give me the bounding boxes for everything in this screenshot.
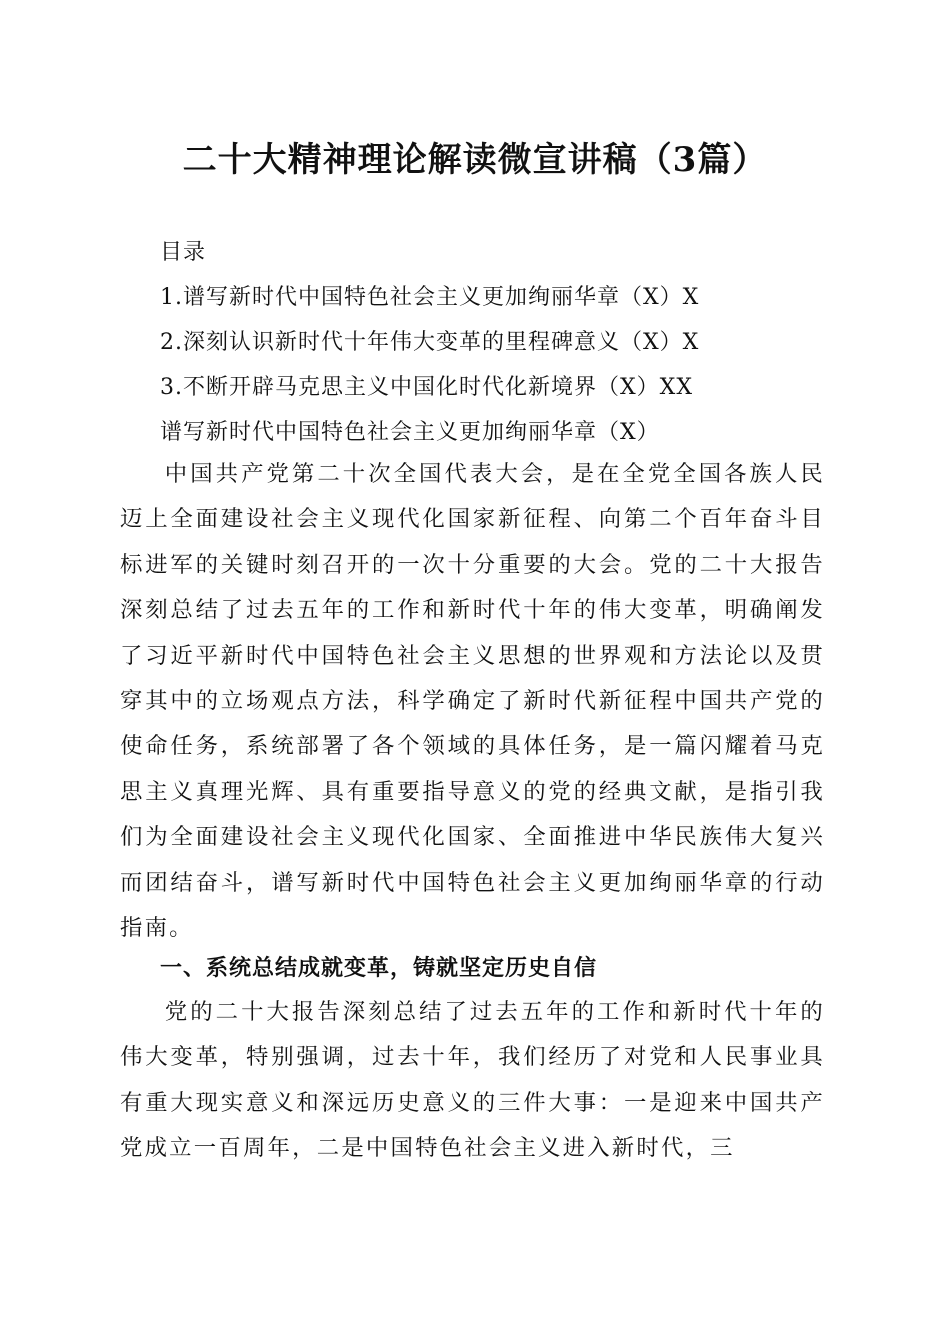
body-paragraph: 党的二十大报告深刻总结了过去五年的工作和新时代十年的伟大变革，特别强调，过去十年，我们经历了对党和人民事业具有重大现实意义和深远历史意义的三件大事：一是迎来中国共产党成立一百周年，二是中国特色社会主义进入新时代，三 [120,999,825,1162]
section-title: 谱写新时代中国特色社会主义更加绚丽华章（X） [160,420,660,445]
toc-item: 1.谱写新时代中国特色社会主义更加绚丽华章（X）X [160,285,700,310]
table-of-contents [160,230,840,455]
toc-item: 3.不断开辟马克思主义中国化时代化新境界（X）XX [160,375,693,400]
section-heading: 一、系统总结成就变革，铸就坚定历史自信 [160,956,598,981]
body-paragraph: 中国共产党第二十次全国代表大会，是在全党全国各族人民迈上全面建设社会主义现代化国家新征程、向第二个百年奋斗目标进军的关键时刻召开的一次十分重要的大会。党的二十大报告深刻总结了过去五年的工作和新时代十年的伟大变革，明确阐发了习近平新时代中国特色社会主义思想的世界观和方法论以及贯穿其中的立场观点方法，科学确定了新时代新征程中国共产党的使命任务，系统部署了各个领域的具体任务，是一篇闪耀着马克思主义真理光辉、具有重要指导意义的党的经典文献，是指引我们为全面建设社会主义现代化国家、全面推进中华民族伟大复兴而团结奋斗，谱写新时代中国特色社会主义更加绚丽华章的行动指南。 [120,461,825,942]
document-title: 二十大精神理论解读微宣讲稿（3篇） [182,140,768,180]
toc-item: 2.深刻认识新时代十年伟大变革的里程碑意义（X）X [160,330,700,355]
toc-label: 目录 [160,240,207,265]
